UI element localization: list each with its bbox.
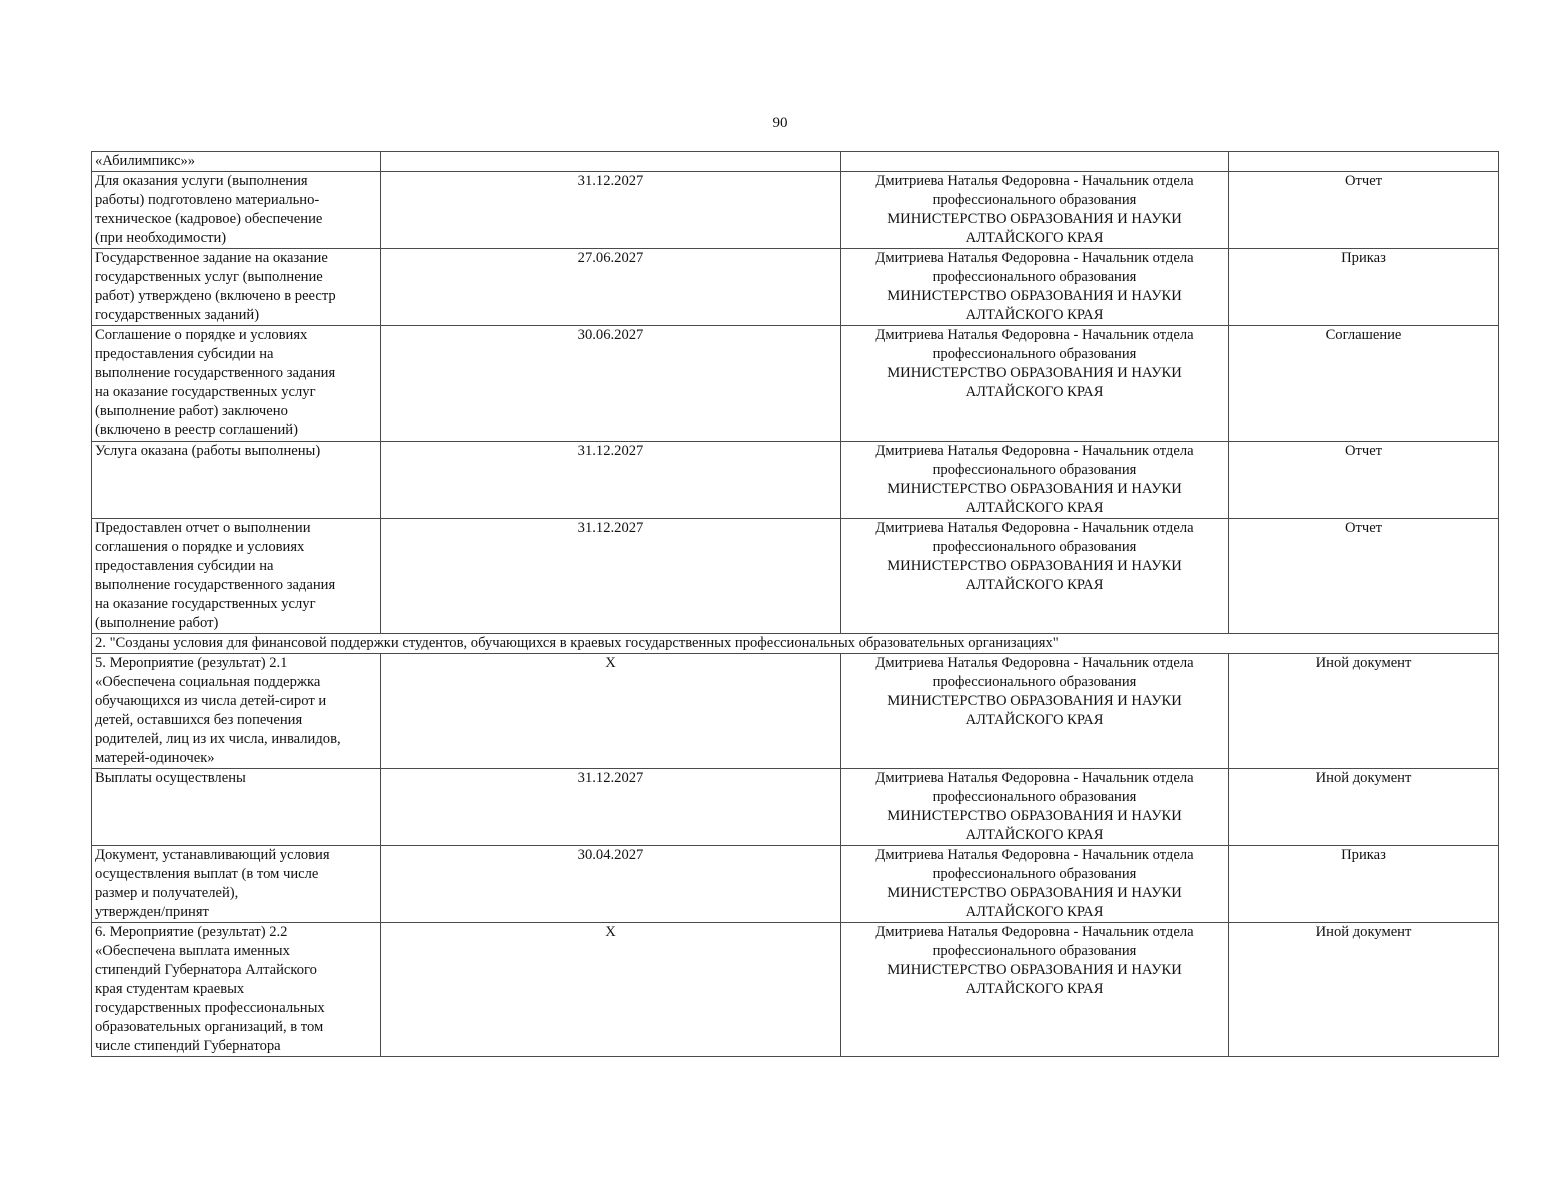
due-date-cell: 27.06.2027 (381, 249, 841, 326)
responsible-cell (841, 442, 1229, 519)
due-date-cell: 31.12.2027 (381, 442, 841, 519)
responsible-text-line: Дмитриева Наталья Федоровна - Начальник отдела (875, 770, 1194, 786)
control-point-text-line: Для оказания услуги (выполнения (95, 173, 308, 189)
document-type-cell: Иной документ (1229, 769, 1499, 846)
control-point-text-line: соглашения о порядке и условиях (95, 539, 305, 555)
control-point-cell (92, 519, 381, 634)
responsible-text-line: профессионального образования (932, 462, 1137, 478)
responsible-text-line: АЛТАЙСКОГО КРАЯ (965, 712, 1104, 728)
table-row (92, 442, 1499, 519)
responsible-text-line: профессионального образования (932, 346, 1137, 362)
responsible-text-line: Дмитриева Наталья Федоровна - Начальник отдела (875, 847, 1194, 863)
responsible-text-line: АЛТАЙСКОГО КРАЯ (965, 577, 1104, 593)
control-point-text-line: государственных услуг (выполнение (95, 269, 323, 285)
document-type-cell (1229, 152, 1499, 172)
due-date-cell: X (381, 654, 841, 769)
responsible-text-line: профессионального образования (932, 789, 1137, 805)
control-point-cell (92, 326, 381, 442)
control-point-text-line: Соглашение о порядке и условиях (95, 327, 308, 343)
due-date-cell: 31.12.2027 (381, 172, 841, 249)
control-point-text-line: предоставления субсидии на (95, 558, 274, 574)
control-point-text-line: стипендий Губернатора Алтайского (95, 962, 317, 978)
control-point-text-line: матерей-одиночек» (95, 750, 215, 766)
control-point-text-line: Предоставлен отчет о выполнении (95, 520, 311, 536)
document-type-cell: Иной документ (1229, 923, 1499, 1057)
control-point-text-line: (включено в реестр соглашений) (95, 422, 298, 438)
document-type-cell: Соглашение (1229, 326, 1499, 442)
responsible-text-line: Дмитриева Наталья Федоровна - Начальник отдела (875, 655, 1194, 671)
control-point-cell (92, 846, 381, 923)
responsible-cell (841, 654, 1229, 769)
responsible-text-line: АЛТАЙСКОГО КРАЯ (965, 827, 1104, 843)
table-row (92, 519, 1499, 634)
table-row (92, 846, 1499, 923)
due-date-cell: 30.06.2027 (381, 326, 841, 442)
control-point-text-line: Документ, устанавливающий условия (95, 847, 330, 863)
responsible-text-line: МИНИСТЕРСТВО ОБРАЗОВАНИЯ И НАУКИ (887, 808, 1182, 824)
control-point-text-line: на оказание государственных услуг (95, 384, 316, 400)
responsible-text-line: АЛТАЙСКОГО КРАЯ (965, 500, 1104, 516)
table-row (92, 249, 1499, 326)
responsible-text-line: МИНИСТЕРСТВО ОБРАЗОВАНИЯ И НАУКИ (887, 558, 1182, 574)
control-point-text-line: образовательных организаций, в том (95, 1019, 324, 1035)
responsible-text-line: АЛТАЙСКОГО КРАЯ (965, 230, 1104, 246)
control-point-text-line: размер и получателей), (95, 885, 239, 901)
table-row (92, 152, 1499, 172)
control-point-text-line: числе стипендий Губернатора (95, 1038, 281, 1054)
table-row (92, 769, 1499, 846)
responsible-text-line: АЛТАЙСКОГО КРАЯ (965, 904, 1104, 920)
table-row (92, 923, 1499, 1057)
due-date-cell: 31.12.2027 (381, 769, 841, 846)
responsible-text-line: профессионального образования (932, 539, 1137, 555)
table-row (92, 326, 1499, 442)
control-point-text-line: (выполнение работ) заключено (95, 403, 288, 419)
responsible-text-line: Дмитриева Наталья Федоровна - Начальник отдела (875, 173, 1194, 189)
control-point-text-line: выполнение государственного задания (95, 365, 336, 381)
table-body (92, 152, 1499, 1057)
responsible-text-line: Дмитриева Наталья Федоровна - Начальник отдела (875, 924, 1194, 940)
table-row (92, 654, 1499, 769)
control-point-text-line: 6. Мероприятие (результат) 2.2 (95, 924, 288, 940)
control-point-text-line: утвержден/принят (95, 904, 209, 920)
responsible-cell (841, 519, 1229, 634)
control-point-text-line: обучающихся из числа детей-сирот и (95, 693, 327, 709)
control-point-text-line: 5. Мероприятие (результат) 2.1 (95, 655, 288, 671)
control-point-cell (92, 152, 381, 172)
responsible-cell (841, 846, 1229, 923)
responsible-text-line: профессионального образования (932, 269, 1137, 285)
control-point-text-line: «Обеспечена социальная поддержка (95, 674, 321, 690)
responsible-text-line: профессионального образования (932, 674, 1137, 690)
responsible-cell (841, 326, 1229, 442)
responsible-text-line: Дмитриева Наталья Федоровна - Начальник отдела (875, 443, 1194, 459)
control-point-text-line: Выплаты осуществлены (95, 770, 246, 786)
control-point-text-line: осуществления выплат (в том числе (95, 866, 319, 882)
control-point-cell (92, 442, 381, 519)
responsible-text-line: МИНИСТЕРСТВО ОБРАЗОВАНИЯ И НАУКИ (887, 365, 1182, 381)
responsible-cell (841, 769, 1229, 846)
control-point-text-line: Услуга оказана (работы выполнены) (95, 443, 321, 459)
document-type-cell: Отчет (1229, 442, 1499, 519)
table-row (92, 172, 1499, 249)
responsible-text-line: АЛТАЙСКОГО КРАЯ (965, 307, 1104, 323)
document-type-cell: Отчет (1229, 172, 1499, 249)
page-number: 90 (772, 115, 788, 131)
responsible-cell (841, 249, 1229, 326)
control-point-text-line: техническое (кадровое) обеспечение (95, 211, 323, 227)
control-point-text-line: работ) утверждено (включено в реестр (95, 288, 336, 304)
control-point-text-line: государственных профессиональных (95, 1000, 325, 1016)
control-point-text-line: (выполнение работ) (95, 615, 219, 631)
responsible-text-line: профессионального образования (932, 866, 1137, 882)
control-point-text-line: родителей, лиц из их числа, инвалидов, (95, 731, 341, 747)
control-point-text-line: выполнение государственного задания (95, 577, 336, 593)
responsible-text-line: Дмитриева Наталья Федоровна - Начальник отдела (875, 520, 1194, 536)
due-date-cell (381, 152, 841, 172)
control-point-text-line: работы) подготовлено материально- (95, 192, 320, 208)
control-point-text-line: «Абилимпикс»» (95, 153, 196, 169)
responsible-cell (841, 923, 1229, 1057)
responsible-text-line: МИНИСТЕРСТВО ОБРАЗОВАНИЯ И НАУКИ (887, 693, 1182, 709)
responsible-text-line: профессионального образования (932, 192, 1137, 208)
responsible-cell (841, 172, 1229, 249)
control-point-text-line: «Обеспечена выплата именных (95, 943, 290, 959)
control-point-cell (92, 172, 381, 249)
document-type-cell: Приказ (1229, 249, 1499, 326)
control-point-cell (92, 923, 381, 1057)
responsible-text-line: МИНИСТЕРСТВО ОБРАЗОВАНИЯ И НАУКИ (887, 288, 1182, 304)
document-type-cell: Иной документ (1229, 654, 1499, 769)
responsible-text-line: АЛТАЙСКОГО КРАЯ (965, 384, 1104, 400)
due-date-cell: 30.04.2027 (381, 846, 841, 923)
document-type-cell: Отчет (1229, 519, 1499, 634)
responsible-text-line: АЛТАЙСКОГО КРАЯ (965, 981, 1104, 997)
responsible-text-line: Дмитриева Наталья Федоровна - Начальник отдела (875, 250, 1194, 266)
responsible-text-line: МИНИСТЕРСТВО ОБРАЗОВАНИЯ И НАУКИ (887, 211, 1182, 227)
responsible-text-line: Дмитриева Наталья Федоровна - Начальник отдела (875, 327, 1194, 343)
document-type-cell: Приказ (1229, 846, 1499, 923)
control-point-cell (92, 249, 381, 326)
section-row (92, 634, 1499, 654)
control-point-text-line: детей, оставшихся без попечения (95, 712, 303, 728)
responsible-text-line: МИНИСТЕРСТВО ОБРАЗОВАНИЯ И НАУКИ (887, 885, 1182, 901)
responsible-text-line: МИНИСТЕРСТВО ОБРАЗОВАНИЯ И НАУКИ (887, 481, 1182, 497)
control-point-cell (92, 769, 381, 846)
control-points-table (91, 151, 1499, 1057)
section-title: 2. "Созданы условия для финансовой поддержки студентов, обучающихся в краевых государственных профессиональных образовательных организациях" (92, 634, 1499, 654)
control-point-text-line: государственных заданий) (95, 307, 260, 323)
control-point-text-line: предоставления субсидии на (95, 346, 274, 362)
control-point-text-line: на оказание государственных услуг (95, 596, 316, 612)
control-point-text-line: (при необходимости) (95, 230, 227, 246)
due-date-cell: X (381, 923, 841, 1057)
control-point-text-line: Государственное задание на оказание (95, 250, 328, 266)
control-point-cell (92, 654, 381, 769)
responsible-text-line: профессионального образования (932, 943, 1137, 959)
control-point-text-line: края студентам краевых (95, 981, 245, 997)
due-date-cell: 31.12.2027 (381, 519, 841, 634)
responsible-text-line: МИНИСТЕРСТВО ОБРАЗОВАНИЯ И НАУКИ (887, 962, 1182, 978)
responsible-cell (841, 152, 1229, 172)
